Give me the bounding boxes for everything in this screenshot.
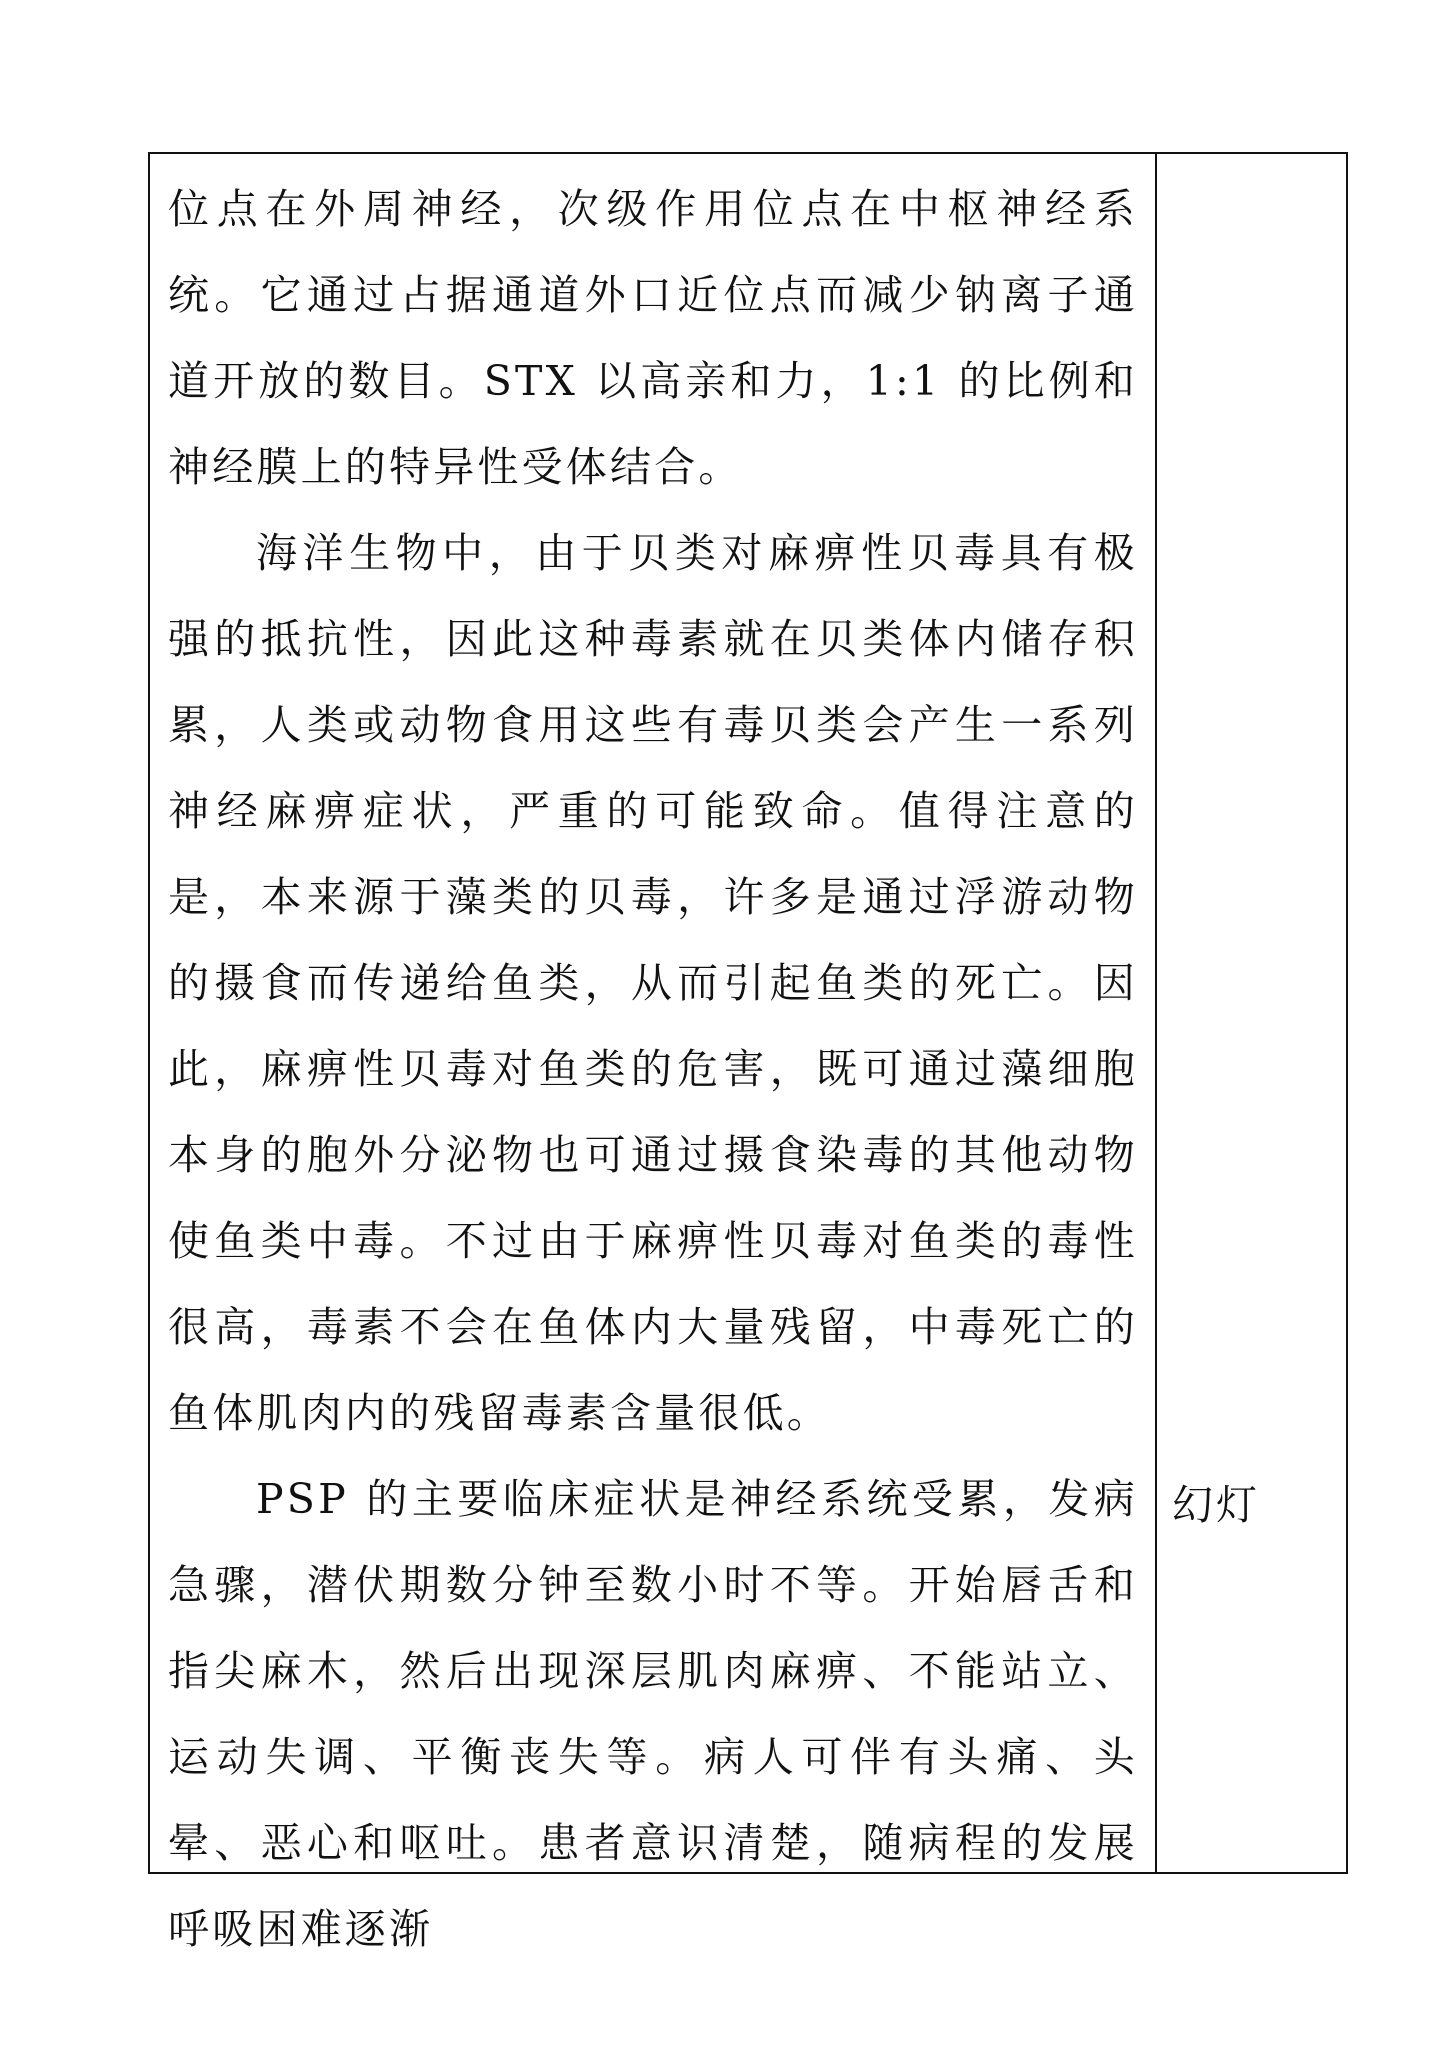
paragraph-continuation: 位点在外周神经，次级作用位点在中枢神经系统。它通过占据通道外口近位点而减少钠离子通道开放的数目。STX 以高亲和力，1:1 的比例和神经膜上的特异性受体结合。 (168, 185, 1138, 491)
paragraph-marine-toxins: 海洋生物中，由于贝类对麻痹性贝毒具有极强的抵抗性，因此这种毒素就在贝类体内储存积累，人类或动物食用这些有毒贝类会产生一系列神经麻痹症状，严重的可能致命。值得注意的是，本来源于藻类的贝毒，许多是通过浮游动物的摄食而传递给鱼类，从而引起鱼类的死亡。因此，麻痹性贝毒对鱼类的危害，既可通过藻细胞本身的胞外分泌物也可通过摄食染毒的其他动物使鱼类中毒。不过由于麻痹性贝毒对鱼类的毒性很高，毒素不会在鱼体内大量残留，中毒死亡的鱼体肌肉内的残留毒素含量很低。 (168, 529, 1138, 1437)
lesson-table (148, 152, 1348, 1953)
side-note-slides: 幻灯 (1172, 1481, 1260, 1529)
column-divider (1155, 154, 1157, 1872)
content-cell (168, 166, 1138, 1972)
paragraph-psp-symptoms: PSP 的主要临床症状是神经系统受累，发病急骤，潜伏期数分钟至数小时不等。开始唇舌和指尖麻木，然后出现深层肌肉麻痹、不能站立、运动失调、平衡丧失等。病人可伴有头痛、头晕、恶心和呕吐。患者意识清楚，随病程的发展呼吸困难逐渐 (168, 1475, 1138, 1953)
